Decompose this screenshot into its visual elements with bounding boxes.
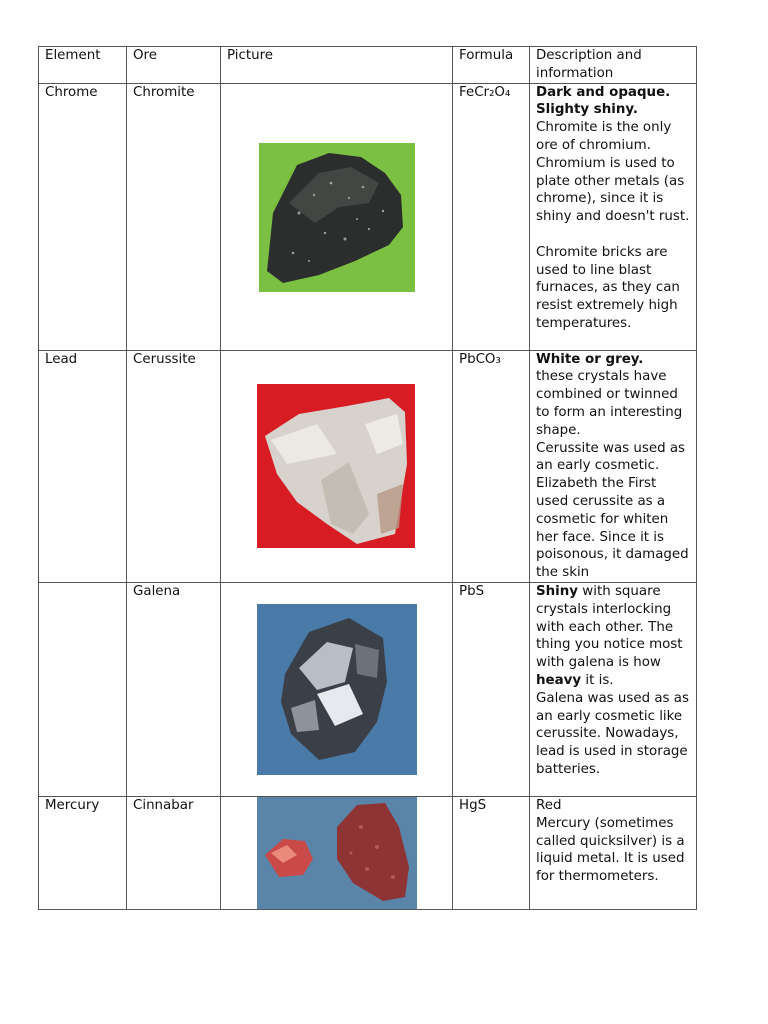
desc-text: these crystals have combined or twinned to form an interesting shape. [536, 369, 683, 438]
galena-image [257, 604, 417, 775]
table-row [39, 796, 697, 909]
desc-text: Mercury (sometimes called quicksilver) is a liquid metal. It is used for thermometers. [536, 815, 685, 885]
ore-cell: Chromite [127, 83, 221, 350]
table-row [39, 83, 697, 350]
desc-text: Galena was used as as an early cosmetic like cerussite. Nowadays, lead is used in storage batteries. [536, 690, 689, 777]
header-row [39, 47, 697, 84]
header-ore: Ore [127, 47, 221, 84]
table-row [39, 582, 697, 796]
header-picture: Picture [221, 47, 453, 84]
header-formula: Formula [453, 47, 530, 84]
table-row [39, 350, 697, 582]
formula-cell: PbS [453, 582, 530, 796]
formula-cell: HgS [453, 796, 530, 909]
desc-text: Chromite bricks are used to line blast furnaces, as they can resist extremely high temperatures. [536, 244, 680, 331]
element-cell: Lead [39, 350, 127, 582]
picture-cell [221, 582, 453, 796]
desc-bold: heavy [536, 672, 582, 688]
ore-cell: Cerussite [127, 350, 221, 582]
desc-bold: Dark and opaque. [536, 84, 671, 100]
ore-cell: Cinnabar [127, 796, 221, 909]
description-cell [530, 582, 697, 796]
desc-bold: Slighty shiny. [536, 102, 638, 118]
cerussite-image [257, 384, 415, 548]
desc-text: with square crystals interlocking with each other. The thing you notice most with galena is how [536, 583, 683, 671]
formula-cell: PbCO₃ [453, 350, 530, 582]
description-cell [530, 796, 697, 909]
description-cell [530, 350, 697, 582]
picture-cell [221, 796, 453, 909]
desc-text: Chromite is the only ore of chromium. Chromium is used to plate other metals (as chrome), since it is shiny and doesn't rust. [536, 120, 690, 225]
element-cell [39, 582, 127, 796]
cinnabar-image [257, 797, 417, 909]
header-element: Element [39, 47, 127, 84]
desc-bold: Shiny [536, 583, 579, 599]
desc-bold: White or grey. [536, 351, 644, 367]
ore-table [38, 46, 697, 910]
element-cell: Mercury [39, 796, 127, 909]
desc-text: Cerussite was used as an early cosmetic. Elizabeth the First used cerussite as a cosmetic for whiten her face. Since it is poisonous, it damaged the skin [536, 440, 689, 581]
element-cell: Chrome [39, 83, 127, 350]
desc-text: Red [536, 797, 562, 813]
picture-cell [221, 350, 453, 582]
desc-text: it is. [581, 672, 614, 688]
header-description: Description and information [530, 47, 697, 84]
chromite-image [259, 143, 415, 292]
formula-cell: FeCr₂O₄ [453, 83, 530, 350]
picture-cell [221, 83, 453, 350]
description-cell [530, 83, 697, 350]
ore-cell: Galena [127, 582, 221, 796]
